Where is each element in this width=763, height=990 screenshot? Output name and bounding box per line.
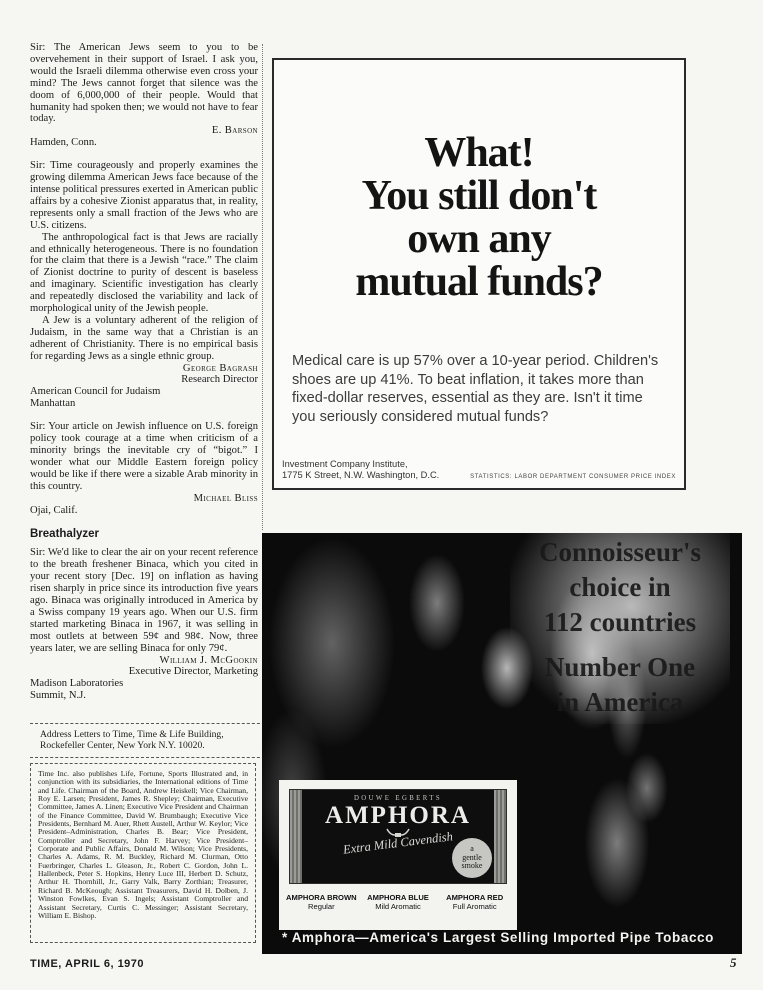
product-varieties [279, 884, 517, 911]
letter-signature-title: Executive Director, Marketing [128, 666, 258, 678]
letter-signature: George Bagrash [182, 362, 258, 374]
ad-tagline: * Amphora—America's Largest Selling Imported Pipe Tobacco [282, 930, 715, 945]
letter-bliss [30, 421, 258, 516]
package-variety: Extra Mild Cavendish [342, 829, 454, 857]
letter-signature: Michael Bliss [193, 492, 258, 504]
letter-organization: Madison Laboratories [30, 678, 124, 690]
ad-headline-line: own any [407, 216, 551, 262]
letter-signature-title: Research Director [181, 374, 258, 386]
letter-barson [30, 42, 258, 149]
column-divider [262, 44, 263, 530]
product-name: AMPHORA BROWN [286, 893, 357, 902]
overlay-line: Number One [544, 652, 696, 682]
letters-column [30, 42, 258, 713]
issue-footer: TIME, APRIL 6, 1970 [30, 958, 145, 970]
product-blue [360, 893, 437, 911]
letter-location: Hamden, Conn. [30, 137, 97, 149]
letter-paragraph: A Jew is a voluntary adherent of the religion of Judaism, in the same way that a Christian is an adherent of Christianity. There is no empirical basis for regarding Jews as a single ethnic group. [30, 314, 258, 362]
badge-line: smoke [461, 861, 483, 871]
overlay-line: 112 countries [543, 607, 697, 637]
overlay-line: choice in [569, 572, 671, 602]
package-brand: AMPHORA [325, 802, 471, 829]
ad-headline-line: mutual funds? [355, 259, 603, 305]
sponsor-name: Investment Company Institute, [282, 459, 408, 469]
product-type: Full Aromatic [452, 902, 497, 911]
package-maker: DOUWE EGBERTS [354, 795, 442, 802]
mutual-funds-ad [272, 58, 686, 490]
badge-line: gentle [462, 852, 482, 862]
letter-location: Ojai, Calif. [30, 504, 78, 516]
ad-headline [274, 132, 684, 304]
product-type: Mild Aromatic [375, 902, 421, 911]
page-number: 5 [730, 955, 737, 970]
overlay-claim [510, 533, 730, 724]
overlay-gap [510, 640, 730, 650]
letter-paragraph: The anthropological fact is that Jews are racially and ethnically heterogeneous. There is no foundation for the claim that there is a Jewish “race.” The claim of Zionist doctrine to purity of descent is baseless and imaginary. Scientific investigation has clearly and repeatedly disclosed the variability and lack of morphological unity of the Jewish people. [30, 231, 258, 315]
ad-headline-line: What! [424, 130, 534, 176]
amphora-package [289, 789, 507, 884]
letter-paragraph: Sir: We'd like to clear the air on your recent reference to the breath freshener Binaca, which you cited in your recent story [Dec. 19] on inflation as having risen sharply in price since its introduction five years ago. Binaca was originally introduced in America by a Swiss company 19 years ago. When our U.S. firm started marketing Binaca in 1967, it was selling in most outlets at between 59¢ and 98¢. Now, three years later, we are selling Binaca for only 79¢. [30, 547, 258, 654]
section-heading-breathalyzer: Breathalyzer [30, 528, 100, 541]
ad-overlay-text [510, 533, 730, 724]
ad-sponsor [282, 459, 439, 480]
masthead-box: Time Inc. also publishes Life, Fortune, Sports Illustrated and, in conjunction with its subsidiaries, the International editions of Time and Life. Chairman of the Board, Andrew Heiskell; Vice Chairman, Roy E. Larsen; President, James R. Shepley; Chairman, Executive Committee, James A. Linen; Executive Vice President and Chairman of the Finance Committee, David W. Brumbaugh; Executive Vice Presidents, Bernhard M. Auer, Rhett Austell, Arthur W. Keylor; Vice President–Administration, Charles B. Bear; Vice President, Comptroller and Secretary, John F. Harvey; Vice President–Corporate and Public Affairs, Donald M. Wilson; Vice Presidents, Charles A. Adams, R. M. Buckley, Richard M. Clurman, Otto Fuerbringer, Charles L. Gleason, Jr., Robert C. Gordon, John L. Hallenbeck, Peter S. Hopkins, Henry Luce III, Herbert D. Schutz, Arthur H. Thornhill, Jr., Garry Valk, Barry Zorthian; Treasurer, Richard B. McKeough; Assistant Treasurers, David H. Dolben, J. Winston Fowlkes, Evan S. Ingels; Assistant Comptroller and Assistant Secretary, Curtis C. Messinger; Assistant Secretary, William E. Bishop. [30, 763, 256, 943]
letter-paragraph: Sir: The American Jews seem to you to be overvehement in their support of Israel. I ask you, would the Israeli dilemma otherwise even cross your mind? The Jews cannot forget that silence was the doom of 6,000,000 of their people. Would that humanity had spoken then; we would not have to fear today. [30, 42, 258, 125]
letter-bagrash [30, 160, 258, 410]
product-name: AMPHORA BLUE [367, 893, 429, 902]
product-red [436, 893, 513, 911]
letter-signature: E. Barson [211, 125, 258, 137]
letter-organization: American Council for Judaism [30, 386, 161, 398]
package-woodgrain-left [290, 790, 302, 883]
product-type: Regular [308, 902, 335, 911]
overlay-line: in America [556, 687, 684, 717]
letter-signature: William J. McGookin [159, 654, 258, 666]
badge-line: a [470, 844, 474, 854]
package-inset [279, 780, 517, 930]
letter-paragraph: Sir: Time courageously and properly examines the growing dilemma American Jews face because of the intense political pressures exerted in American public affairs by a cohesive Zionist apparatus that, in reality, represents only a small fraction of the Jews who are U.S. citizens. [30, 160, 258, 231]
letter-mcgookin [30, 547, 258, 702]
product-brown [283, 893, 360, 911]
ad-headline-line: You still don't [361, 173, 597, 219]
ad-statistics-note: STATISTICS: LABOR DEPARTMENT CONSUMER PRICE INDEX [470, 474, 676, 480]
letter-location: Manhattan [30, 398, 76, 410]
letter-paragraph: Sir: Your article on Jewish influence on U.S. foreign policy took courage at a time when criticism of a minority brings the inevitable cry of “bigot.” I wonder what our Middle Eastern foreign policy would be like if there were a sizable Arab minority in this country. [30, 421, 258, 492]
address-letters-note: Address Letters to Time, Time & Life Building, Rockefeller Center, New York N.Y. 10020. [30, 723, 270, 758]
sponsor-address: 1775 K Street, N.W. Washington, D.C. [282, 469, 440, 480]
product-name: AMPHORA RED [446, 893, 504, 902]
ad-body-text: Medical care is up 57% over a 10-year period. Children's shoes are up 41%. To beat inflation, it takes more than fixed-dollar reserves, essential as they are. Isn't it time you seriously considered mutual funds? [292, 353, 659, 425]
amphora-ad [262, 533, 742, 954]
gentle-smoke-badge [452, 838, 492, 878]
overlay-line: Connoisseur's [538, 537, 702, 567]
letter-location: Summit, N.J. [30, 690, 86, 702]
